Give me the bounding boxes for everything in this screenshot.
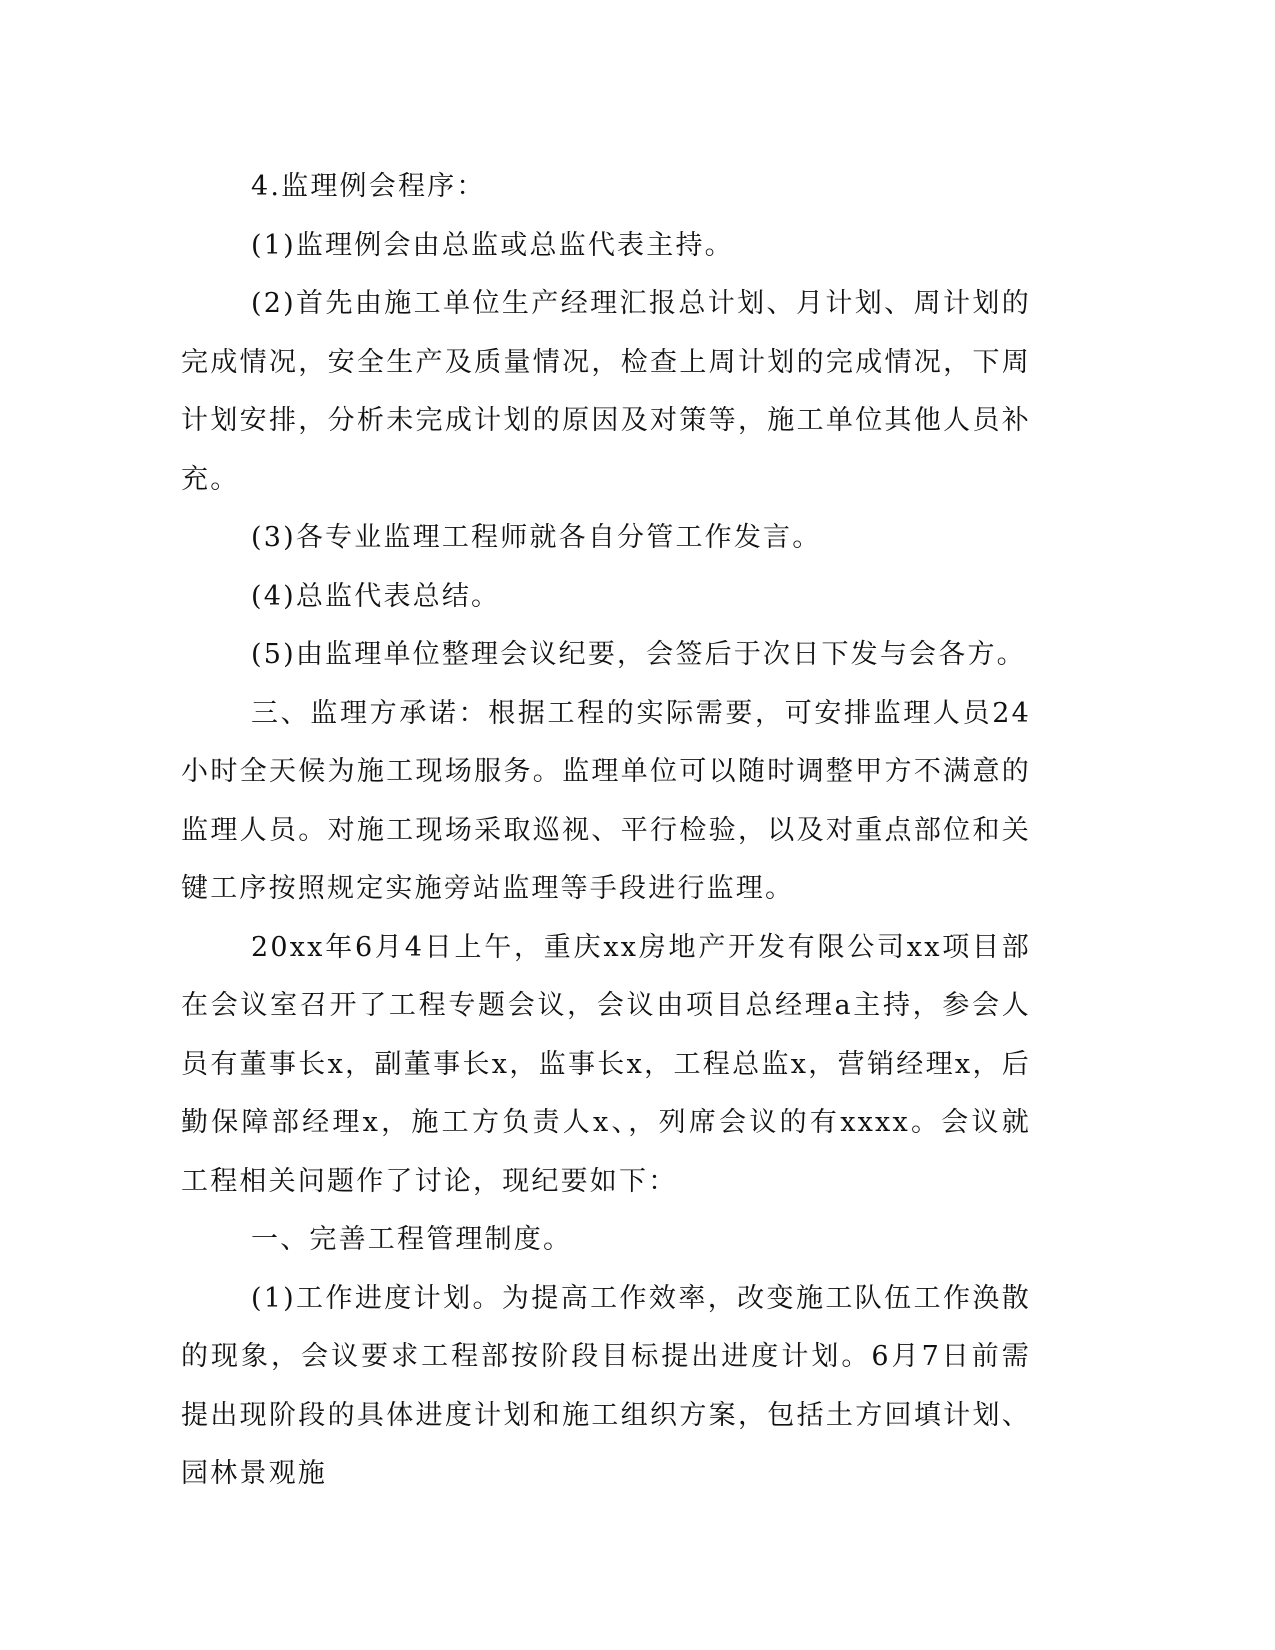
paragraph-progress-plan: (1)工作进度计划。为提高工作效率，改变施工队伍工作涣散的现象，会议要求工程部按阶段目标提出进度计划。6月7日前需提出现阶段的具体进度计划和施工组织方案，包括土方回填计划、园林景观施 <box>181 1282 1031 1489</box>
paragraph-section-one-heading: 一、完善工程管理制度。 <box>251 1224 573 1255</box>
paragraph-item-5: (5)由监理单位整理会议纪要，会签后于次日下发与会各方。 <box>251 639 1026 670</box>
paragraph-item-2: (2)首先由施工单位生产经理汇报总计划、月计划、周计划的完成情况，安全生产及质量情况，检查上周计划的完成情况，下周计划安排，分析未完成计划的原因及对策等，施工单位其他人员补充。 <box>181 288 1031 495</box>
paragraph-item-1: (1)监理例会由总监或总监代表主持。 <box>251 229 734 261</box>
paragraph-supervisor-commitment: 三、监理方承诺：根据工程的实际需要，可安排监理人员24小时全天候为施工现场服务。监理单位可以随时调整甲方不满意的监理人员。对施工现场采取巡视、平行检验，以及对重点部位和关键工序按照规定实施旁站监理等手段进行监理。 <box>181 697 1031 904</box>
paragraph-meeting-summary: 20xx年6月4日上午，重庆xx房地产开发有限公司xx项目部在会议室召开了工程专题会议，会议由项目总经理a主持，参会人员有董事长x，副董事长x，监事长x，工程总监x，营销经理x，后勤保障部经理x，施工方负责人x、，列席会议的有xxxx。会议就工程相关问题作了讨论，现纪要如下： <box>181 931 1031 1197</box>
paragraph-item-3: (3)各专业监理工程师就各自分管工作发言。 <box>251 522 822 553</box>
paragraph-item-4: (4)总监代表总结。 <box>251 580 501 612</box>
paragraph-meeting-procedure-heading: 4.监理例会程序： <box>251 171 486 202</box>
document-body <box>181 158 1031 1504</box>
